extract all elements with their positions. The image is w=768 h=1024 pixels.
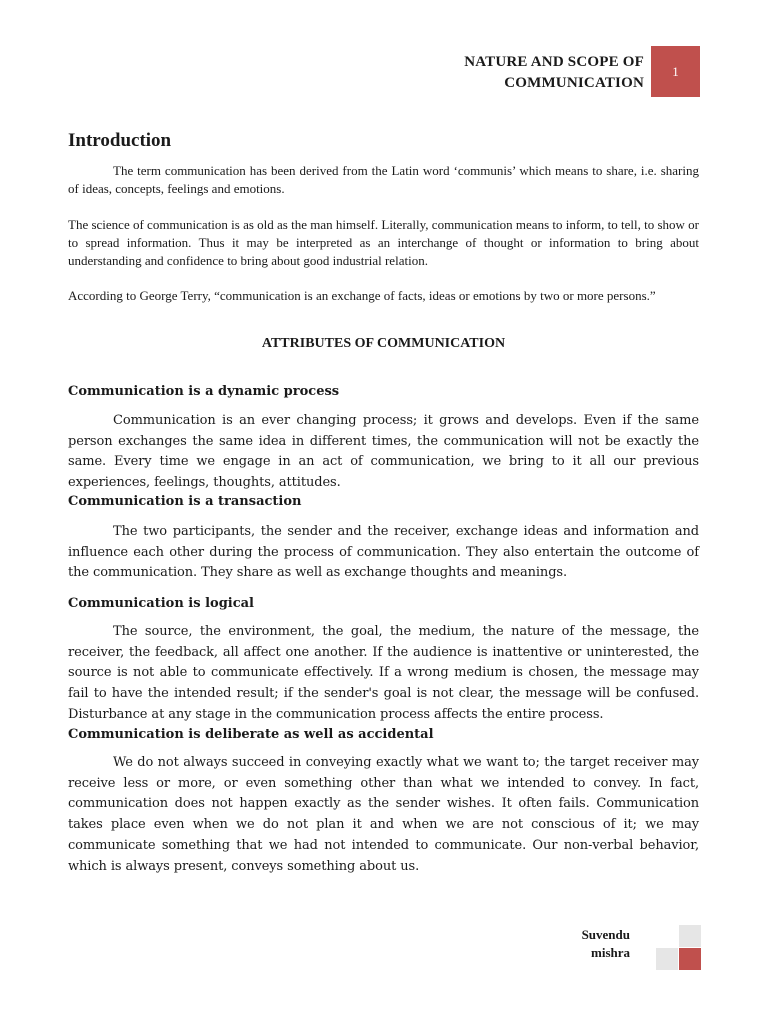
page-number-badge	[651, 46, 700, 97]
intro-paragraph-2: The science of communication is as old as the man himself. Literally, communication means to inform, to tell, to show or to spread information. Thus it may be interpreted as an interchange of thought or information to bring about understanding and confidence to bring about good industrial relation.	[68, 217, 699, 268]
intro-paragraph-1: The term communication has been derived from the Latin word ‘communis’ which means to share, i.e. sharing of ideas, concepts, feelings and emotions.	[68, 163, 699, 196]
document-header-title	[464, 52, 644, 94]
intro-paragraph-3: According to George Terry, “communication is an exchange of facts, ideas or emotions by two or more persons.”	[68, 288, 656, 303]
header-title-line2: COMMUNICATION	[504, 75, 644, 91]
decorative-square	[656, 948, 678, 970]
author-line1: Suvendu	[581, 927, 630, 942]
attributes-heading: ATTRIBUTES OF COMMUNICATION	[261, 336, 506, 351]
page-number: 1	[672, 63, 679, 79]
section-heading-dynamic: Communication is a dynamic process	[68, 384, 340, 399]
section-text-logical: The source, the environment, the goal, the medium, the nature of the message, the receiver, the feedback, all affect one another. If the audience is inattentive or uninterested, the source is not able to communicate effectively. If a wrong medium is chosen, the message may fail to have the intended result; if the sender's goal is not clear, the message will be confused. Disturbance at any stage in the communication process affects the entire process.	[68, 624, 699, 722]
section-heading-transaction: Communication is a transaction	[68, 494, 302, 509]
section-heading-deliberate: Communication is deliberate as well as accidental	[68, 727, 434, 742]
author-line2: mishra	[591, 945, 630, 960]
section-text-dynamic: Communication is an ever changing process; it grows and develops. Even if the same person exchanges the same idea in different times, the communication will not be exactly the same. Every time we engage in an act of communication, we bring to it all our previous experiences, feelings, thoughts, attitudes.	[68, 413, 699, 491]
decorative-square-accent	[679, 948, 701, 970]
section-heading-logical: Communication is logical	[68, 596, 254, 611]
author-name	[560, 926, 630, 962]
header-title-line1: NATURE AND SCOPE OF	[464, 54, 644, 70]
section-text-transaction: The two participants, the sender and the receiver, exchange ideas and information and influence each other during the process of communication. They also entertain the outcome of the communication. They share as well as exchange thoughts and meanings.	[68, 524, 699, 581]
intro-heading: Introduction	[68, 130, 172, 151]
section-text-deliberate: We do not always succeed in conveying exactly what we want to; the target receiver may receive less or more, or even something other than what we intended to convey. In fact, communication does not happen exactly as the sender wishes. It often fails. Communication takes place even when we do not plan it and when we are not conscious of it; we may communicate something that we had not intended to communicate. Our non-verbal behavior, which is always present, conveys something about us.	[68, 755, 699, 874]
decorative-square	[679, 925, 701, 947]
